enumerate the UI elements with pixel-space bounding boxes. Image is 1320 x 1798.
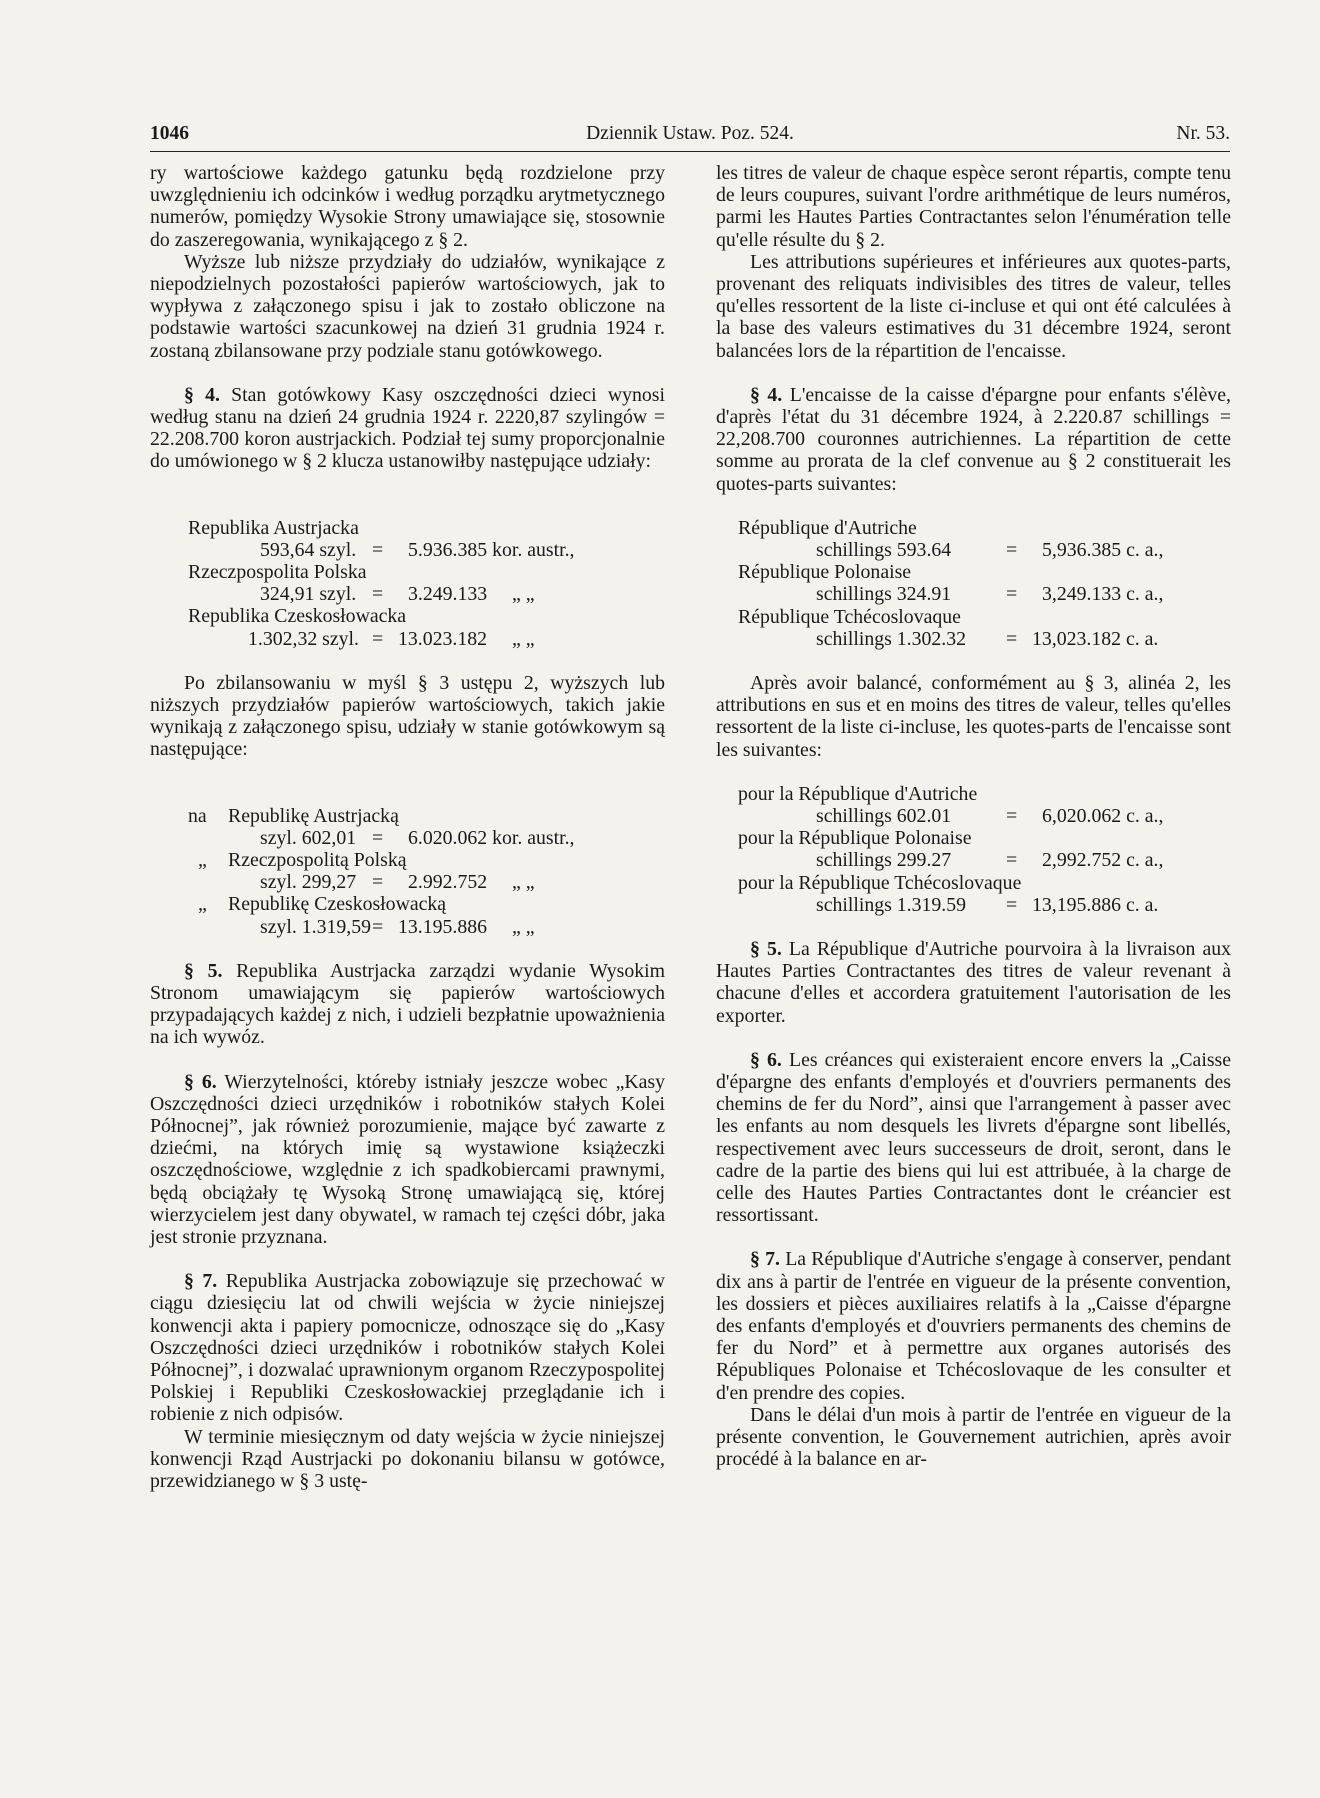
fr-section-6-text: Les créances qui existeraient encore envers la „Caisse d'épargne des enfants d'employés et d'ouvriers permanents des chemins de fer du Nord”, ainsi que l'arrangement à passer avec les enfants au nom desquels les livrets d'épargne sont libellés, respectivement avec leurs successeurs de droit, seront, dans le cadre de la partie des biens qui lui est attribuée, à la charge de celle des Hautes Parties Contractantes dont le créancier est ressortissant. [716, 1048, 1231, 1227]
fr-t2-r2-amt: schillings 299.27 [816, 849, 952, 872]
pl-t2-r3-eq: = [372, 915, 384, 938]
pl-t2-r3-name: Republikę Czeskosłowacką [228, 893, 447, 916]
fr-t2-r3-val: 13,195.886 c. a. [1032, 893, 1159, 916]
pl-section-4 [150, 384, 665, 473]
pl-section-7-label: § 7. [184, 1270, 218, 1293]
fr-allocation-table-1 [716, 517, 1231, 650]
pl-paragraph-4: W terminie miesięcznym od daty wejścia w życie niniejszej konwencji Rząd Austrjacki po dokonaniu bilansu w gotówce, przewidzianego w § 3 ustę- [150, 1425, 665, 1492]
fr-t1-r2-amt: schillings 324.91 [816, 583, 952, 606]
fr-t1-r2-val: 3,249.133 c. a., [1042, 583, 1164, 606]
page-header [150, 123, 1230, 151]
fr-t1-r2-name: République Polonaise [738, 561, 912, 584]
fr-t1-r1-amt: schillings 593.64 [816, 539, 952, 562]
fr-section-4 [716, 384, 1231, 495]
pl-section-7-text: Republika Austrjacka zobowiązuje się przechować w ciągu dziesięciu lat od chwili wejścia w życie niniejszej konwencji akta i papiery pomocnicze, odnoszące się do „Kasy Oszczędności dzieci urzędników i robotników stałych Kolei Północnej”, i dozwalać uprawnionym organom Rzeczypospolitej Polskiej i Republiki Czeskosłowackiej przeglądanie ich i robienie z nich odpisów. [150, 1270, 665, 1426]
pl-section-5-label: § 5. [184, 959, 223, 982]
pl-t2-r2-pre: „ [198, 848, 207, 871]
fr-t1-r3-eq: = [1006, 627, 1018, 650]
polish-column [150, 162, 665, 1492]
fr-t2-r3-eq: = [1006, 893, 1018, 916]
fr-t2-r1-val: 6,020.062 c. a., [1042, 804, 1164, 827]
fr-t1-r3-val: 13,023.182 c. a. [1032, 627, 1159, 650]
fr-t2-r1-amt: schillings 602.01 [816, 804, 952, 827]
pl-allocation-table-2 [150, 805, 665, 938]
pl-t2-r2-ditto: „ „ [512, 871, 535, 894]
pl-section-7 [150, 1270, 665, 1425]
fr-paragraph-3: Après avoir balancé, conformément au § 3, alinéa 2, les attributions en sus et en moins des titres de valeur, telles qu'elles ressortent de la liste ci-incluse, les quotes-parts de l'encaisse sont les suivantes: [716, 671, 1231, 761]
fr-t1-r3-amt: schillings 1.302.32 [816, 627, 967, 650]
fr-section-6-label: § 6. [750, 1048, 782, 1071]
fr-t1-r3-name: République Tchécoslovaque [738, 605, 961, 628]
pl-allocation-table-1 [150, 517, 665, 650]
pl-t1-r3-amt: 1.302,32 szyl. [248, 627, 359, 650]
fr-t2-r2-eq: = [1006, 849, 1018, 872]
pl-t2-r2-amt: szyl. 299,27 [260, 871, 357, 894]
pl-section-6 [150, 1071, 665, 1249]
pl-section-6-text: Wierzytelności, któreby istniały jeszcze wobec „Kasy Oszczędności dzieci urzędników i robotników stałych Kolei Północnej”, jak również porozumienie, mające być zawarte z dziećmi, na których imię są wystawione książeczki oszczędnościowe, względnie z ich spadkobiercami prawnymi, będą obciążały tę Wysoką Stronę umawiającą się, której wierzycielem jest dany obywatel, w ramach tej części dóbr, jaka jest stronie przyznana. [150, 1070, 666, 1248]
pl-t1-r3-ditto: „ „ [512, 627, 535, 650]
fr-t2-r1-name: pour la République d'Autriche [738, 782, 978, 805]
pl-paragraph-1: ry wartościowe każdego gatunku będą rozdzielone przy uwzględnieniu ich odcinków i według porządku arytmetycznego numerów, pomiędzy Wysokie Strony umawiające się, stosownie do zaszeregowania, wynikającego z § 2. [150, 162, 665, 251]
fr-t2-r3-name: pour la République Tchécoslovaque [738, 871, 1022, 894]
pl-t1-r1-eq: = [372, 538, 384, 561]
pl-t1-r2-ditto: „ „ [512, 583, 535, 606]
pl-t2-r3-amt: szyl. 1.319,59 [260, 915, 371, 938]
pl-paragraph-2: Wyższe lub niższe przydziały do udziałów, wynikające z niepodzielnych pozostałości papierów wartościowych, jak to wypływa z załączonego spisu i jak to zostało obliczone na podstawie wartości szacunkowej na dzień 31 grudnia 1924 r. zostaną zbilansowane przy podziale stanu gotówkowego. [150, 250, 665, 362]
fr-section-5 [716, 938, 1231, 1027]
pl-section-4-label: § 4. [184, 383, 220, 406]
fr-t2-r2-val: 2,992.752 c. a., [1042, 849, 1164, 872]
pl-t2-r2-val: 2.992.752 [408, 871, 488, 894]
pl-t2-r3-pre: „ [198, 893, 207, 916]
pl-t1-r2-eq: = [372, 583, 384, 606]
fr-section-4-label: § 4. [750, 383, 783, 406]
fr-paragraph-1: les titres de valeur de chaque espèce seront répartis, compte tenu de leurs coupures, suivant l'ordre arithmétique de leurs numéros, parmi les Hautes Parties Contractantes selon l'énumération telle qu'elle résulte du § 2. [716, 162, 1231, 251]
fr-section-7 [716, 1248, 1231, 1403]
issue-number: Nr. 53. [1176, 123, 1230, 144]
pl-t2-r1-name: Republikę Austrjacką [228, 804, 399, 827]
fr-paragraph-4: Dans le délai d'un mois à partir de l'entrée en vigueur de la présente convention, le Gouvernement autrichien, après avoir procédé à la balance en ar- [716, 1403, 1231, 1471]
pl-paragraph-3: Po zbilansowaniu w myśl § 3 ustępu 2, wyższych lub niższych przydziałów papierów wartościowych, takich jakie wynikają z załączonego spisu, udziały w stanie gotówkowym są następujące: [150, 671, 665, 761]
pl-t1-r2-name: Rzeczpospolita Polska [188, 561, 367, 584]
fr-section-7-label: § 7. [750, 1248, 780, 1271]
fr-t1-r1-eq: = [1006, 539, 1018, 562]
fr-allocation-table-2 [716, 783, 1231, 916]
pl-t2-r1-eq: = [372, 826, 384, 849]
pl-section-4-text: Stan gotówkowy Kasy oszczędności dzieci wynosi według stanu na dzień 24 grudnia 1924 r. 2220,87 szylingów = 22.208.700 koron austrjackich. Podział tej sumy proporcjonalnie do umówionego w § 2 klucza ustanowiłby następujące udziały: [150, 383, 666, 473]
pl-t2-r2-name: Rzeczpospolitą Polską [228, 848, 407, 871]
pl-t1-r1-val: 5.936.385 kor. austr., [408, 538, 575, 561]
pl-t2-r1-val: 6.020.062 kor. austr., [408, 826, 575, 849]
french-column [716, 162, 1231, 1470]
header-rule [150, 151, 1230, 152]
pl-t1-r3-eq: = [372, 627, 384, 650]
pl-section-6-label: § 6. [184, 1070, 217, 1093]
pl-section-5-text: Republika Austrjacka zarządzi wydanie Wysokim Stronom umawiającym się papierów wartościowych przypadających każdej z nich, i udzieli bezpłatnie upoważnienia na ich wywóz. [150, 959, 666, 1049]
fr-paragraph-2: Les attributions supérieures et inférieures aux quotes-parts, provenant des reliquats indivisibles des titres de valeur, telles qu'elles ressortent de la liste ci-incluse et qui ont été calculées à la base des valeurs estimatives du 31 décembre 1924, seront balancées lors de la répartition de l'encaisse. [716, 250, 1231, 362]
pl-t1-r1-amt: 593,64 szyl. [260, 538, 357, 561]
page-number: 1046 [150, 123, 189, 144]
pl-t2-r1-pre: na [188, 804, 207, 827]
fr-t2-r3-amt: schillings 1.319.59 [816, 893, 967, 916]
pl-t2-r3-val: 13.195.886 [398, 915, 488, 938]
fr-t1-r2-eq: = [1006, 583, 1018, 606]
pl-t1-r2-amt: 324,91 szyl. [260, 583, 357, 606]
fr-t2-r1-eq: = [1006, 804, 1018, 827]
pl-t1-r3-val: 13.023.182 [398, 627, 488, 650]
pl-t2-r3-ditto: „ „ [512, 915, 535, 938]
fr-section-6 [716, 1049, 1231, 1227]
pl-t1-r1-name: Republika Austrjacka [188, 516, 359, 539]
fr-section-7-text: La République d'Autriche s'engage à conserver, pendant dix ans à partir de l'entrée en vigueur de la présente convention, les dossiers et pièces auxiliaires relatifs à la „Caisse d'épargne des enfants d'employés et d'ouvriers permanents des chemins de fer du Nord” et à permettre aux organes autorisés des Républiques Polonaise et Tchécoslovaque de les consulter et d'en prendre des copies. [716, 1248, 1232, 1404]
pl-t1-r3-name: Republika Czeskosłowacka [188, 605, 407, 628]
pl-t2-r1-amt: szyl. 602,01 [260, 826, 357, 849]
fr-section-4-text: L'encaisse de la caisse d'épargne pour enfants s'élève, d'après l'état du 31 décembre 1924, à 2.220.87 schillings = 22,208.700 couronnes autrichiennes. La répartition de cette somme au prorata de la clef convenue au § 2 constituerait les quotes-parts suivantes: [716, 383, 1232, 495]
pl-t2-r2-eq: = [372, 871, 384, 894]
pl-t1-r2-val: 3.249.133 [408, 583, 488, 606]
fr-t2-r2-name: pour la République Polonaise [738, 827, 972, 850]
fr-section-5-label: § 5. [750, 937, 782, 960]
fr-section-5-text: La République d'Autriche pourvoira à la livraison aux Hautes Parties Contractantes des titres de valeur revenant à chacune d'elles et accordera gratuitement l'autorisation de les exporter. [716, 937, 1232, 1027]
pl-section-5 [150, 960, 665, 1049]
fr-t1-r1-val: 5,936.385 c. a., [1042, 539, 1164, 562]
journal-title: Dziennik Ustaw. Poz. 524. [586, 123, 794, 144]
fr-t1-r1-name: République d'Autriche [738, 516, 917, 539]
